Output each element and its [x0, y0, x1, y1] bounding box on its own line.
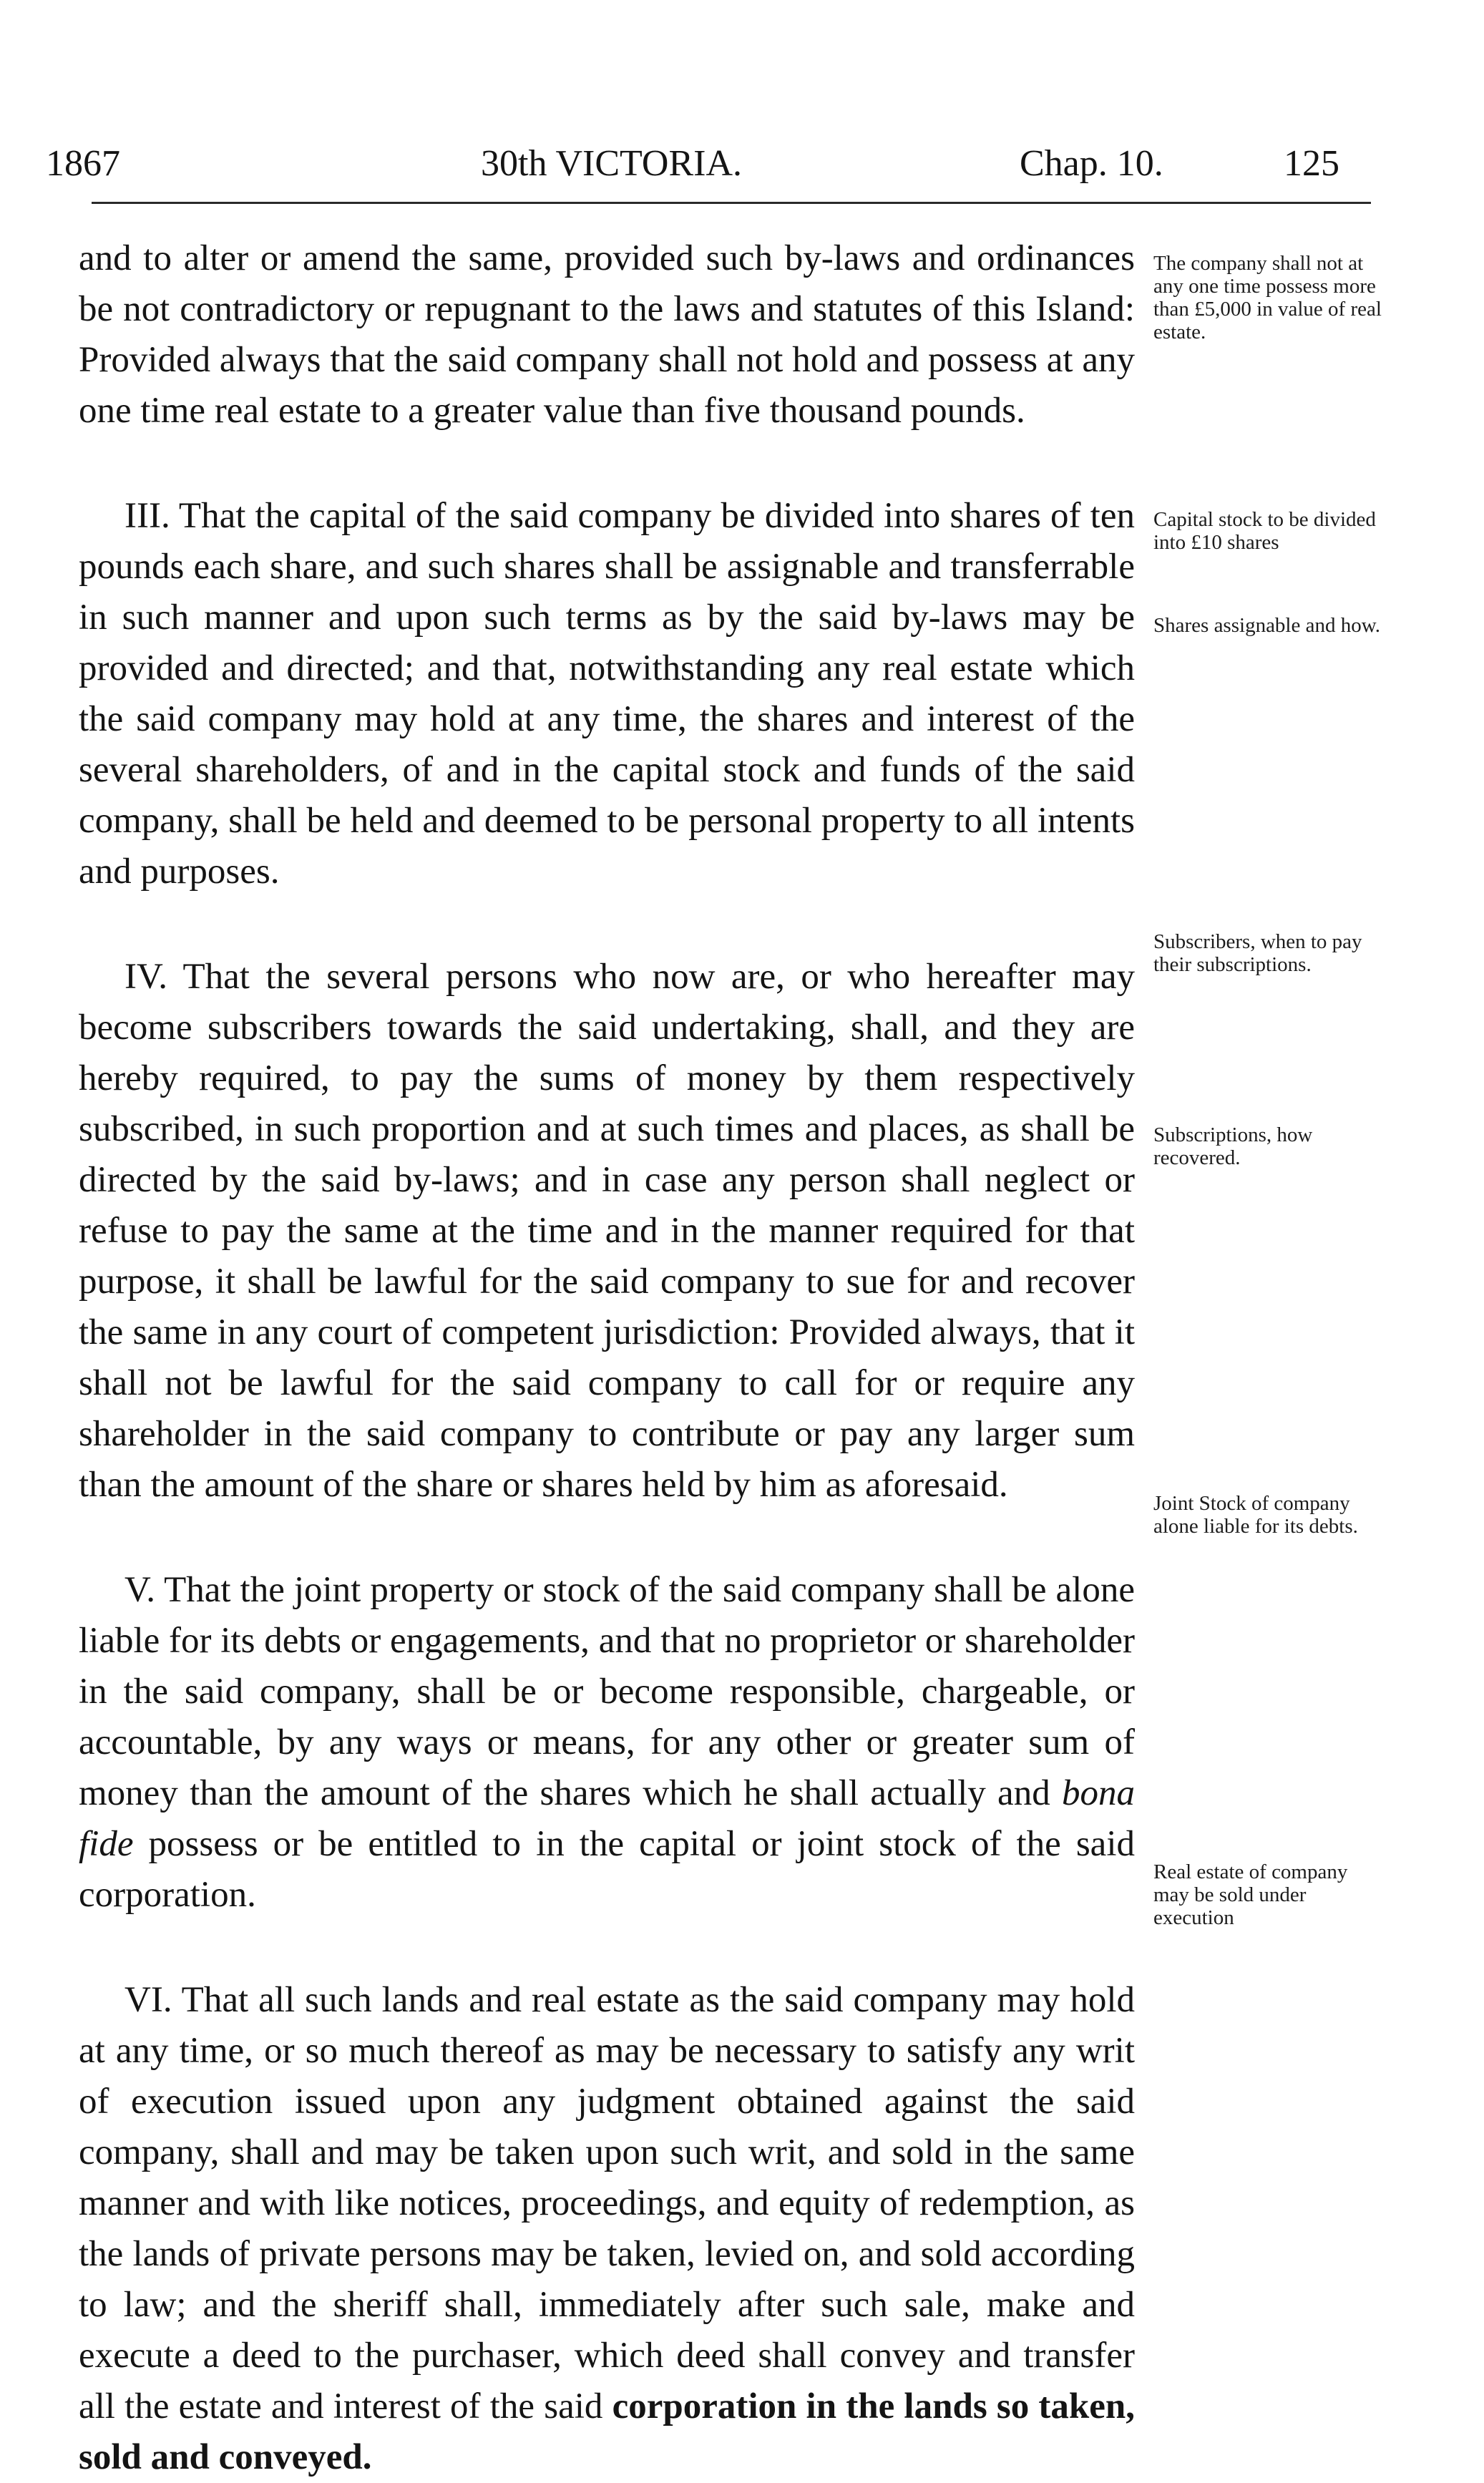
marginal-note-capital-stock: Capital stock to be divided into £10 shares [1153, 508, 1376, 554]
section-vi-text: VI. That all such lands and real estate as the said company may hold at any time, or so much thereof as may be necessary to satisfy any writ of execution issued upon any judgment obtained against the said company, shall and may be taken upon such writ, and sold in the same manner and with like notices, proceedings, and equity of redemption, as the lands of private persons may be taken, levied on, and sold according to law; and the sheriff shall, immediately after such sale, make and execute a deed to the purchaser, which deed shall convey and transfer all the estate and interest of the said [79, 1980, 1135, 2426]
section-vi [79, 1975, 1135, 2483]
section-iii: III. That the capital of the said company be divided into shares of ten pounds each share, and such shares shall be assignable and transferrable in such manner and upon such terms as by the said by-laws may be provided and directed; and that, notwithstanding any real estate which the said company may hold at any time, the shares and interest of the several shareholders, of and in the capital stock and funds of the said company, shall be held and deemed to be personal property to all intents and purposes. [79, 496, 1135, 892]
section-v [79, 1565, 1135, 1921]
section-v-text-b: possess or be entitled to in the capital or joint stock of the said corporation. [79, 1824, 1135, 1915]
marginal-note-joint-stock: Joint Stock of company alone liable for its debts. [1153, 1492, 1358, 1538]
header-chapter: Chap. 10. [1020, 143, 1163, 184]
section-iv: IV. That the several persons who now are, or who hereafter may become subscribers towards the said undertaking, shall, and they are hereby required, to pay the sums of money by them respectively subscribed, in such proportion and at such times and places, as shall be directed by the said by-laws; and in case any person shall neglect or refuse to pay the same at the time and in the manner required for that purpose, it shall be lawful for the said company to sue for and recover the same in any court of competent jurisdiction: Provided always, that it shall not be lawful for the said company to call for or require any shareholder in the said company to contribute or pay any larger sum than the amount of the share or shares held by him as aforesaid. [79, 957, 1135, 1505]
marginal-note-subscriptions-recovered: Subscriptions, how recovered. [1153, 1123, 1313, 1169]
header-page-number: 125 [1284, 143, 1339, 184]
statute-body [79, 233, 1135, 2483]
running-header [46, 140, 1374, 187]
section-v-text-a: V. That the joint property or stock of the said company shall be alone liable for its debts or engagements, and that no proprietor or shareholder in the said company, shall be or become responsible, chargeable, or accountable, by any ways or means, for any other or greater sum of money than the amount of the shares which he shall actually and [79, 1570, 1135, 1813]
marginal-note-subscribers: Subscribers, when to pay their subscriptions. [1153, 930, 1362, 976]
marginal-note-real-estate-execution: Real estate of company may be sold under execution [1153, 1860, 1348, 1929]
marginal-note-real-estate-limit: The company shall not at any one time possess more than £5,000 in value of real estate. [1153, 252, 1382, 343]
section-vi-last-line: corporation in the lands so taken, sold and conveyed. [79, 2386, 1135, 2477]
section-v-italic: bona fide [79, 1773, 1135, 1864]
header-year: 1867 [46, 143, 120, 184]
paragraph-continuation: and to alter or amend the same, provided such by-laws and ordinances be not contradictory or repugnant to the laws and statutes of this Island: Provided always that the said company shall not hold and possess at any one time real estate to a greater value than five thousand pounds. [79, 238, 1135, 431]
header-rule [92, 202, 1371, 204]
header-title: 30th VICTORIA. [481, 143, 742, 184]
marginal-note-shares-assignable: Shares assignable and how. [1153, 614, 1381, 637]
